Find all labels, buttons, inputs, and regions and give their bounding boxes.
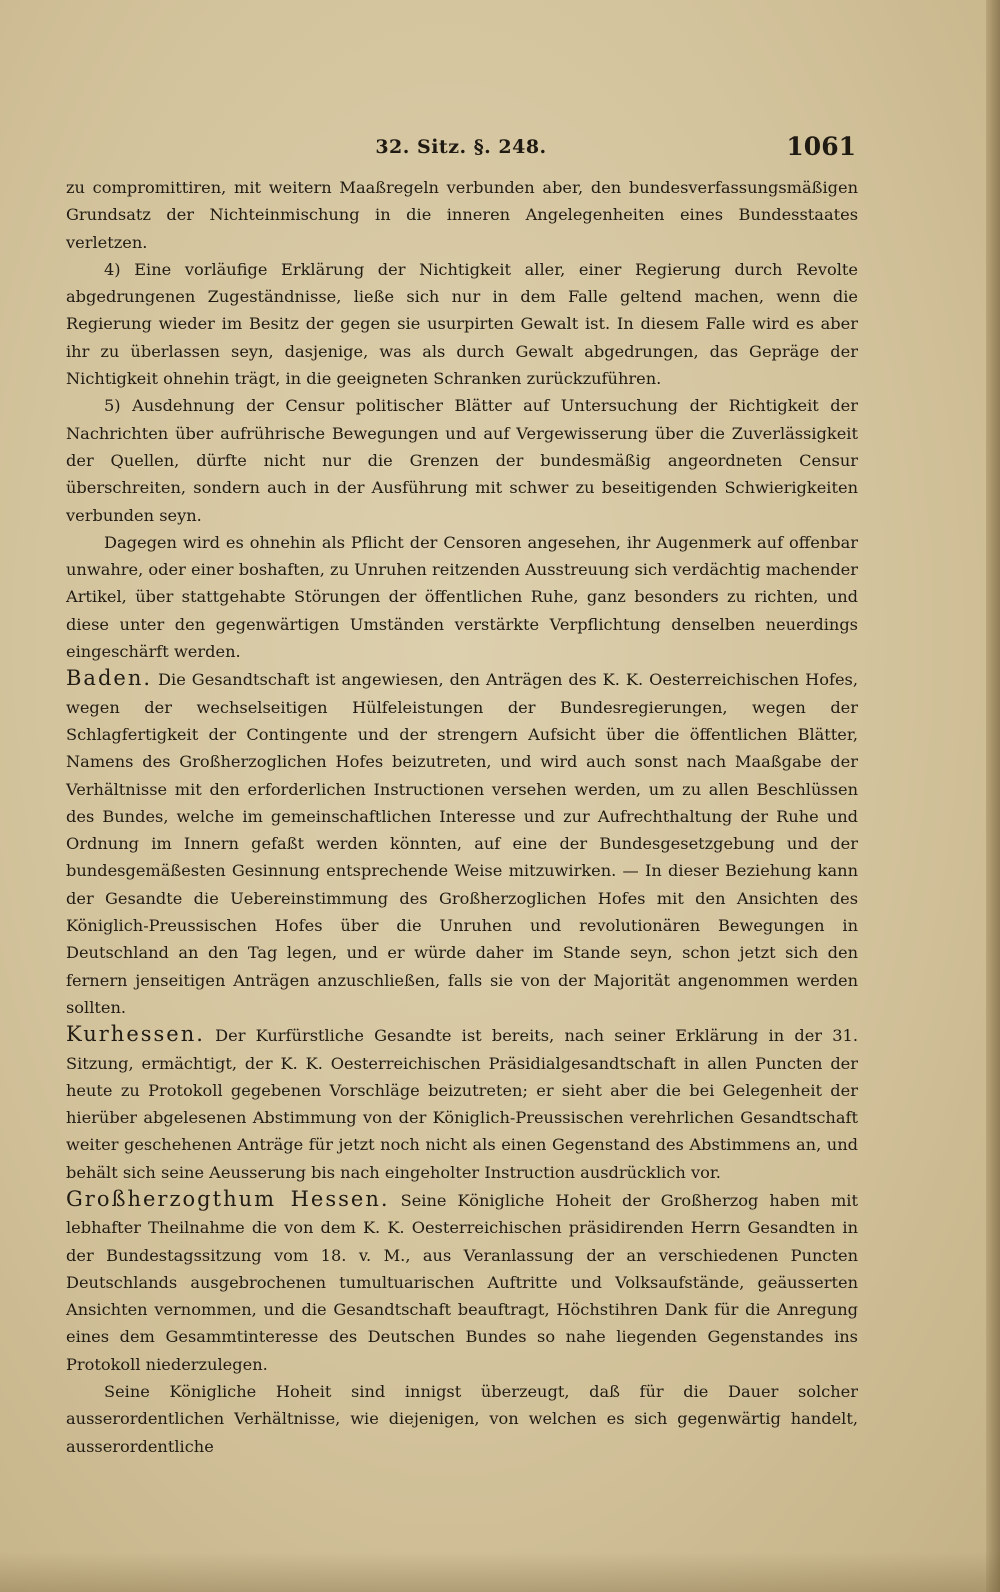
paragraph-baden-text: Die Gesandtschaft ist angewiesen, den Anträgen des K. K. Oesterreichischen Hofes, wegen der wechselseitigen Hülfeleistungen der Bundesregierungen, wegen der Schlagfertigkeit der Contingente und der strengern Aufsicht über die öffentlichen Blätter, Namens des Großherzoglichen Hofes beizutreten, und wird auch sonst nach Maaßgabe der Verhältnisse mit den erforderlichen Instructionen versehen werden, um zu allen Beschlüssen des Bundes, welche im gemeinschaftlichen Interesse und zur Aufrechthaltung der Ruhe und Ordnung im Innern gefaßt werden könnten, auf eine der Bundesgesetzgebung und der bundesgemäßesten Gesinnung entsprechende Weise mitzuwirken. — In dieser Beziehung kann der Gesandte die Uebereinstimmung des Großherzoglichen Hofes mit den Ansichten des Königlich-Preussischen Hofes über die Unruhen und revolutionären Bewegungen in Deutschland an den Tag legen, und er würde daher im Stande seyn, schon jetzt sich den fernern jenseitigen Anträgen anzuschließen, falls sie von der Majorität angenommen werden sollten. <box>66 670 858 1017</box>
paragraph-hessen-text: Seine Königliche Hoheit der Großherzog haben mit lebhafter Theilnahme die von dem K. K. Oesterreichischen präsidirenden Herrn Gesandten in der Bundestagssitzung vom 18. v. M., aus Veranlassung der an verschiedenen Puncten Deutschlands ausgebrochenen tumultuarischen Auftritte und Volksaufstände, geäusserten Ansichten vernommen, und die Gesandtschaft beauftragt, Höchstihren Dank für die Anregung eines dem Gesammtinteresse des Deutschen Bundes so nahe liegenden Gegenstandes ins Protokoll niederzulegen. <box>66 1190 858 1374</box>
page-bottom-shadow <box>0 1552 1000 1592</box>
paragraph-point-5: 5) Ausdehnung der Censur politischer Blätter auf Untersuchung der Richtigkeit der Nachrichten über aufrührische Bewegungen und auf Vergewisserung über die Zuverlässigkeit der Quellen, dürfte nicht nur die Grenzen der bundesmäßig angeordneten Censur überschreiten, sondern auch in der Ausführung mit schwer zu beseitigenden Schwierigkeiten verbunden seyn. <box>66 396 858 525</box>
body-text <box>66 174 858 1460</box>
paragraph-final: Seine Königliche Hoheit sind innigst überzeugt, daß für die Dauer solcher ausserordentlichen Verhältnisse, wie diejenigen, von welchen es sich gegenwärtig handelt, ausserordentliche <box>66 1382 858 1456</box>
page-edge-shadow <box>986 0 1000 1592</box>
paragraph-point-4: 4) Eine vorläufige Erklärung der Nichtigkeit aller, einer Regierung durch Revolte abgedrungenen Zugeständnisse, ließe sich nur in dem Falle geltend machen, wenn die Regierung wieder im Besitz der gegen sie usurpirten Gewalt ist. In diesem Falle wird es aber ihr zu überlassen seyn, dasjenige, was als durch Gewalt abgedrungen, das Gepräge der Nichtigkeit ohnehin trägt, in die geeigneten Schranken zurückzuführen. <box>66 259 858 389</box>
page-header <box>66 132 856 166</box>
section-label-kurhessen: Kurhessen. <box>66 1022 205 1047</box>
paragraph-continuation: zu compromittiren, mit weitern Maaßregeln verbunden aber, den bundesverfassungsmäßigen Grundsatz der Nichteinmischung in die inneren Angelegenheiten eines Bundesstaates verletzen. <box>66 178 858 252</box>
paragraph-kurhessen-text: Der Kurfürstliche Gesandte ist bereits, nach seiner Erklärung in der 31. Sitzung, ermächtigt, der K. K. Oesterreichischen Präsidialgesandtschaft in allen Puncten der heute zu Protokoll gegebenen Vorschläge beizutreten; er sieht aber die bei Gelegenheit der hierüber abgelesenen Abstimmung von der Königlich-Preussischen verehrlichen Gesandtschaft weiter geschehenen Anträge für jetzt noch nicht als einen Gegenstand des Abstimmens an, und behält sich seine Aeusserung bis nach eingeholter Instruction ausdrücklich vor. <box>66 1026 858 1182</box>
page-number: 1061 <box>786 132 856 161</box>
paragraph-censors: Dagegen wird es ohnehin als Pflicht der Censoren angesehen, ihr Augenmerk auf offenbar unwahre, oder einer boshaften, zu Unruhen reitzenden Ausstreuung sich verdächtig machender Artikel, über stattgehabte Störungen der öffentlichen Ruhe, ganz besonders zu richten, und diese unter den gegenwärtigen Umständen verstärkte Verpflichtung denselben neuerdings eingeschärft werden. <box>66 532 858 662</box>
paragraph-hessen <box>66 1186 858 1378</box>
paragraph-kurhessen <box>66 1021 858 1186</box>
paragraph-baden <box>66 665 858 1021</box>
section-label-baden: Baden. <box>66 666 153 691</box>
running-head: 32. Sitz. §. 248. <box>375 136 547 158</box>
section-label-hessen: Großherzogthum Hessen. <box>66 1186 390 1211</box>
